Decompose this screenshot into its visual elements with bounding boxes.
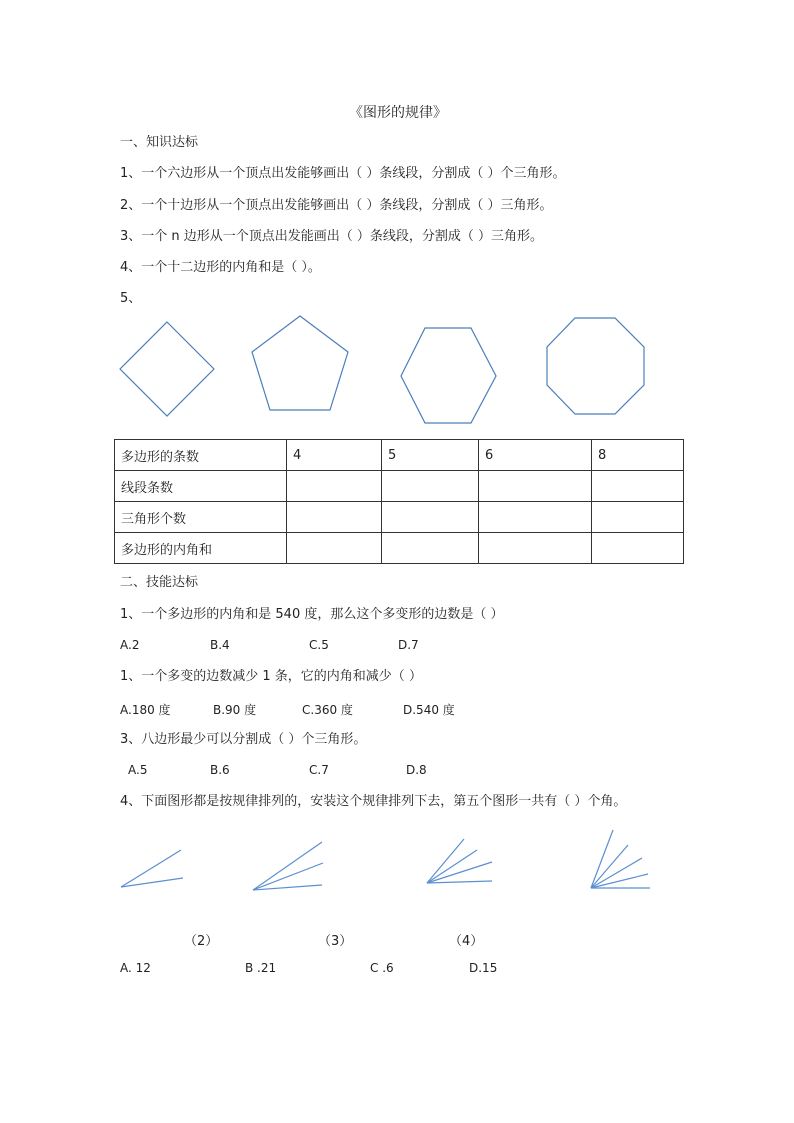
question-2: 2、一个十边形从一个顶点出发能够画出（ ）条线段，分割成（ ）三角形。 bbox=[120, 198, 553, 213]
figure-label-2: （2） bbox=[184, 934, 219, 949]
table-cell: 8 bbox=[592, 440, 684, 471]
table-cell bbox=[479, 533, 592, 564]
table-cell: 线段条数 bbox=[115, 471, 287, 502]
option-d: D.540 度 bbox=[403, 703, 455, 717]
angle-figure-4 bbox=[588, 828, 654, 892]
option-b: B.6 bbox=[210, 763, 230, 777]
table-cell bbox=[382, 471, 479, 502]
table-cell: 4 bbox=[287, 440, 382, 471]
option-b: B.90 度 bbox=[213, 703, 257, 717]
figure-label-3: （3） bbox=[318, 934, 353, 949]
table-cell bbox=[592, 502, 684, 533]
table-cell: 6 bbox=[479, 440, 592, 471]
option-a: A.5 bbox=[128, 763, 148, 777]
table-cell bbox=[479, 502, 592, 533]
angle-figure-1 bbox=[118, 846, 188, 892]
option-c: C.360 度 bbox=[302, 703, 353, 717]
table-cell bbox=[382, 533, 479, 564]
option-a: A. 12 bbox=[120, 961, 151, 975]
option-c: C.5 bbox=[309, 638, 329, 652]
table-cell: 三角形个数 bbox=[115, 502, 287, 533]
table-cell bbox=[592, 533, 684, 564]
table-row bbox=[115, 502, 684, 533]
skill-question-4: 4、下面图形都是按规律排列的，安装这个规律排列下去，第五个图形一共有（ ）个角。 bbox=[120, 794, 627, 809]
table-cell: 多边形的内角和 bbox=[115, 533, 287, 564]
table-cell bbox=[592, 471, 684, 502]
table-cell bbox=[382, 502, 479, 533]
question-1: 1、一个六边形从一个顶点出发能够画出（ ）条线段，分割成（ ）个三角形。 bbox=[120, 166, 566, 181]
table-cell bbox=[479, 471, 592, 502]
pentagon-shape bbox=[250, 314, 352, 414]
question-3: 3、一个 n 边形从一个顶点出发能画出（ ）条线段，分割成（ ）三角形。 bbox=[120, 229, 544, 244]
table-row bbox=[115, 440, 684, 471]
angle-figure-3 bbox=[424, 836, 496, 888]
option-b: B .21 bbox=[245, 961, 277, 975]
option-d: D.8 bbox=[406, 763, 427, 777]
section2-heading: 二、技能达标 bbox=[120, 575, 199, 590]
figure-label-4: （4） bbox=[449, 934, 484, 949]
option-c: C .6 bbox=[370, 961, 394, 975]
option-b: B.4 bbox=[210, 638, 230, 652]
section1-heading: 一、知识达标 bbox=[120, 135, 199, 150]
square-diamond-shape bbox=[118, 320, 218, 420]
octagon-shape bbox=[546, 317, 646, 417]
option-a: A.2 bbox=[120, 638, 140, 652]
option-d: D.7 bbox=[398, 638, 419, 652]
table-cell bbox=[287, 533, 382, 564]
option-c: C.7 bbox=[309, 763, 329, 777]
skill-question-1: 1、一个多边形的内角和是 540 度，那么这个多变形的边数是（ ） bbox=[120, 607, 504, 622]
angle-figure-2 bbox=[250, 838, 326, 894]
table-cell bbox=[287, 502, 382, 533]
table-row bbox=[115, 471, 684, 502]
table-row bbox=[115, 533, 684, 564]
worksheet-title: 《图形的规律》 bbox=[349, 105, 447, 121]
table-cell: 多边形的条数 bbox=[115, 440, 287, 471]
question-5: 5、 bbox=[120, 291, 142, 306]
option-d: D.15 bbox=[469, 961, 498, 975]
skill-question-2: 1、一个多变的边数减少 1 条，它的内角和减少（ ） bbox=[120, 669, 422, 684]
hexagon-shape bbox=[399, 326, 499, 426]
question-4: 4、一个十二边形的内角和是（ ）。 bbox=[120, 260, 321, 275]
table-cell: 5 bbox=[382, 440, 479, 471]
option-a: A.180 度 bbox=[120, 703, 171, 717]
polygon-table bbox=[114, 439, 684, 564]
table-cell bbox=[287, 471, 382, 502]
skill-question-3: 3、八边形最少可以分割成（ ）个三角形。 bbox=[120, 732, 367, 747]
